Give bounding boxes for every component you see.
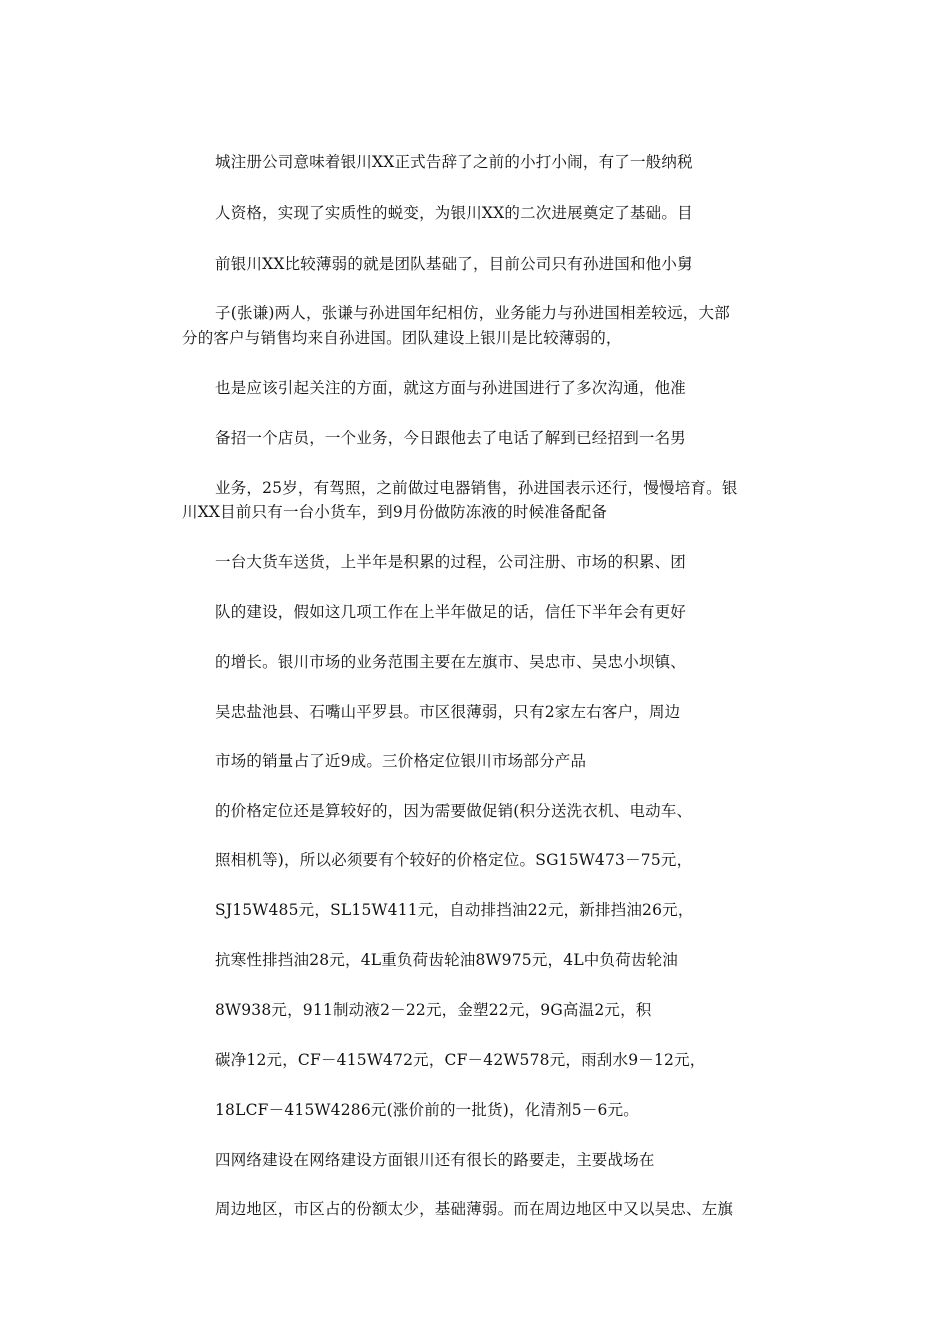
text-line: 业务，25岁，有驾照，之前做过电器销售，孙进国表示还行，慢慢培育。银: [215, 479, 738, 497]
text-line: 抗寒性排挡油28元，4L重负荷齿轮油8W975元，4L中负荷齿轮油: [215, 951, 679, 969]
text-line: 市场的销量占了近9成。三价格定位银川市场部分产品: [215, 752, 587, 770]
text-line: 城注册公司意味着银川XX正式告辞了之前的小打小闹，有了一般纳税: [215, 153, 693, 171]
text-line: 队的建设，假如这几项工作在上半年做足的话，信任下半年会有更好: [215, 603, 687, 621]
text-line: 人资格，实现了实质性的蜕变，为银川XX的二次进展奠定了基础。目: [215, 204, 693, 222]
text-line: 吴忠盐池县、石嘴山平罗县。市区很薄弱，只有2家左右客户，周边: [215, 703, 681, 721]
text-line: 四网络建设在网络建设方面银川还有很长的路要走，主要战场在: [215, 1151, 655, 1169]
text-line: 18LCF－415W4286元(涨价前的一批货)，化清剂5－6元。: [215, 1101, 640, 1119]
text-line: 备招一个店员，一个业务，今日跟他去了电话了解到已经招到一名男: [215, 429, 687, 447]
text-line: 周边地区，市区占的份额太少，基础薄弱。而在周边地区中又以吴忠、左旗: [215, 1200, 734, 1218]
text-line: 川XX目前只有一台小货车，到9月份做防冻液的时候准备配备: [182, 503, 608, 521]
text-line: 8W938元，911制动液2－22元，金塑22元，9G高温2元，积: [215, 1001, 652, 1019]
text-line: 照相机等)，所以必须要有个较好的价格定位。SG15W473－75元，: [215, 851, 693, 869]
text-line: 的增长。银川市场的业务范围主要在左旗市、吴忠市、吴忠小坝镇、: [215, 653, 687, 671]
text-line: SJ15W485元，SL15W411元，自动排挡油22元，新排挡油26元，: [215, 901, 694, 919]
text-line: 子(张谦)两人，张谦与孙进国年纪相仿，业务能力与孙进国相差较远，大部: [215, 304, 730, 322]
text-line: 分的客户与销售均来自孙进国。团队建设上银川是比较薄弱的，: [182, 329, 622, 347]
text-line: 一台大货车送货，上半年是积累的过程，公司注册、市场的积累、团: [215, 553, 687, 571]
text-line: 也是应该引起关注的方面，就这方面与孙进国进行了多次沟通，他准: [215, 379, 687, 397]
text-line: 碳净12元，CF－415W472元，CF－42W578元，雨刮水9－12元，: [215, 1051, 706, 1069]
text-line: 前银川XX比较薄弱的就是团队基础了，目前公司只有孙进国和他小舅: [215, 255, 693, 273]
text-line: 的价格定位还是算较好的，因为需要做促销(积分送洗衣机、电动车、: [215, 802, 693, 820]
